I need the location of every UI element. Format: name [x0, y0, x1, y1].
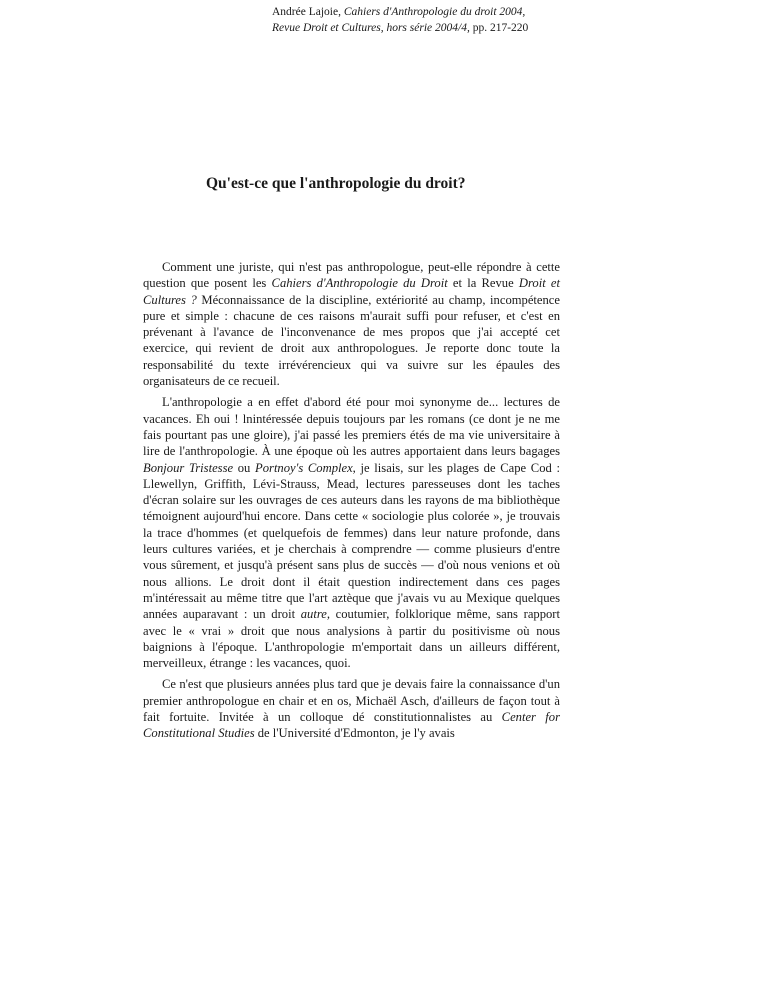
paragraph-2-text-c: ou	[233, 460, 256, 475]
page-range: pp. 217-220	[472, 22, 529, 34]
journal-name: Cahiers d'Anthropologie du droit 2004,	[343, 6, 526, 18]
institution-name: Center for Constitutional Studies	[143, 710, 560, 741]
review-name: Revue Droit et Cultures, hors série 2004/4,	[272, 22, 470, 34]
paragraph-3	[143, 676, 560, 741]
article-body	[143, 259, 560, 747]
citation-line-2	[272, 20, 562, 36]
paragraph-3-text-c: de l'Université d'Edmonton, je l'y avais	[254, 726, 455, 741]
book-title-portnoys-complex: Portnoy's Complex,	[255, 460, 356, 475]
paragraph-2-text-g: coutumier, folklorique même, sans rapport avec le « vrai » droit que nous analysions à partir du positivisme où nous baignions à l'époque. L'anthropologie m'emportait dans un ailleurs différent, merveilleux, étrange : les vacances, quoi.	[143, 607, 560, 671]
paragraph-2	[143, 394, 560, 671]
citation-header	[272, 4, 562, 36]
review-reference: Droit et Cultures ?	[143, 276, 561, 307]
paragraph-3-text-a: Ce n'est que plusieurs années plus tard que je devais faire la connaissance d'un premier anthropologue en chair et en os, Michaël Asch, d'ailleurs de façon tout à fait fortuite. Invitée à un colloque dé constitutionnalistes au	[143, 677, 560, 725]
paragraph-1-text-e: Méconnaissance de la discipline, extériorité au champ, incompétence pure et simple : chacune de ces raisons m'aurait suffi pour refuser, et c'est en prévenant à l'avance de l'inconvenance de mes propos que j'ai accepté cet exercice, qui revient de droit aux anthropologues. Je reporte donc toute la responsabilité du texte irrévérencieux qui va suivre sur les épaules des organisateurs de ce recueil.	[143, 292, 560, 389]
article-title: Qu'est-ce que l'anthropologie du droit?	[206, 175, 466, 192]
book-title-bonjour-tristesse: Bonjour Tristesse	[143, 460, 234, 475]
citation-line-1	[272, 4, 562, 20]
paragraph-2-text-e: je lisais, sur les plages de Cape Cod : Llewellyn, Griffith, Lévi-Strauss, Mead, lectures paresseuses dont les taches d'écran solaire sur les ouvrages de ces auteurs dans les rayons de ma bibliothèque témoignent aujourd'hui encore. Dans cette « sociologie plus colorée », je trouvais la trace d'hommes (et quelquefois de femmes) dans leur nature profonde, dans leurs cultures variées, et je cherchais à comprendre — comme plusieurs d'entre vous sûrement, et jusqu'à présent sans plus de succès — d'où nous venions et où nous allions. Le droit dont il était question indirectement dans ces pages m'intéressait au même titre que l'art aztèque que j'avais vu au Mexique quelques années auparavant : un droit	[143, 460, 560, 622]
emphasis-autre: autre,	[300, 607, 330, 622]
paragraph-2-text-a: L'anthropologie a en effet d'abord été pour moi synonyme de... lectures de vacances. Eh oui ! lnintéressée depuis toujours par les romans (ce dont je ne me fais pourtant pas une gloire), j'ai passé les premiers étés de ma vie universitaire à lire de l'anthropologie. À une époque où les autres apportaient dans leurs bagages	[143, 395, 560, 459]
journal-reference: Cahiers d'Anthropologie du Droit	[271, 276, 448, 291]
paragraph-1	[143, 259, 560, 389]
paragraph-1-text-c: et la Revue	[447, 276, 519, 291]
author-name: Andrée Lajoie,	[272, 6, 341, 18]
paragraph-1-text-a: Comment une juriste, qui n'est pas anthropologue, peut-elle répondre à cette question que posent les	[143, 260, 560, 291]
